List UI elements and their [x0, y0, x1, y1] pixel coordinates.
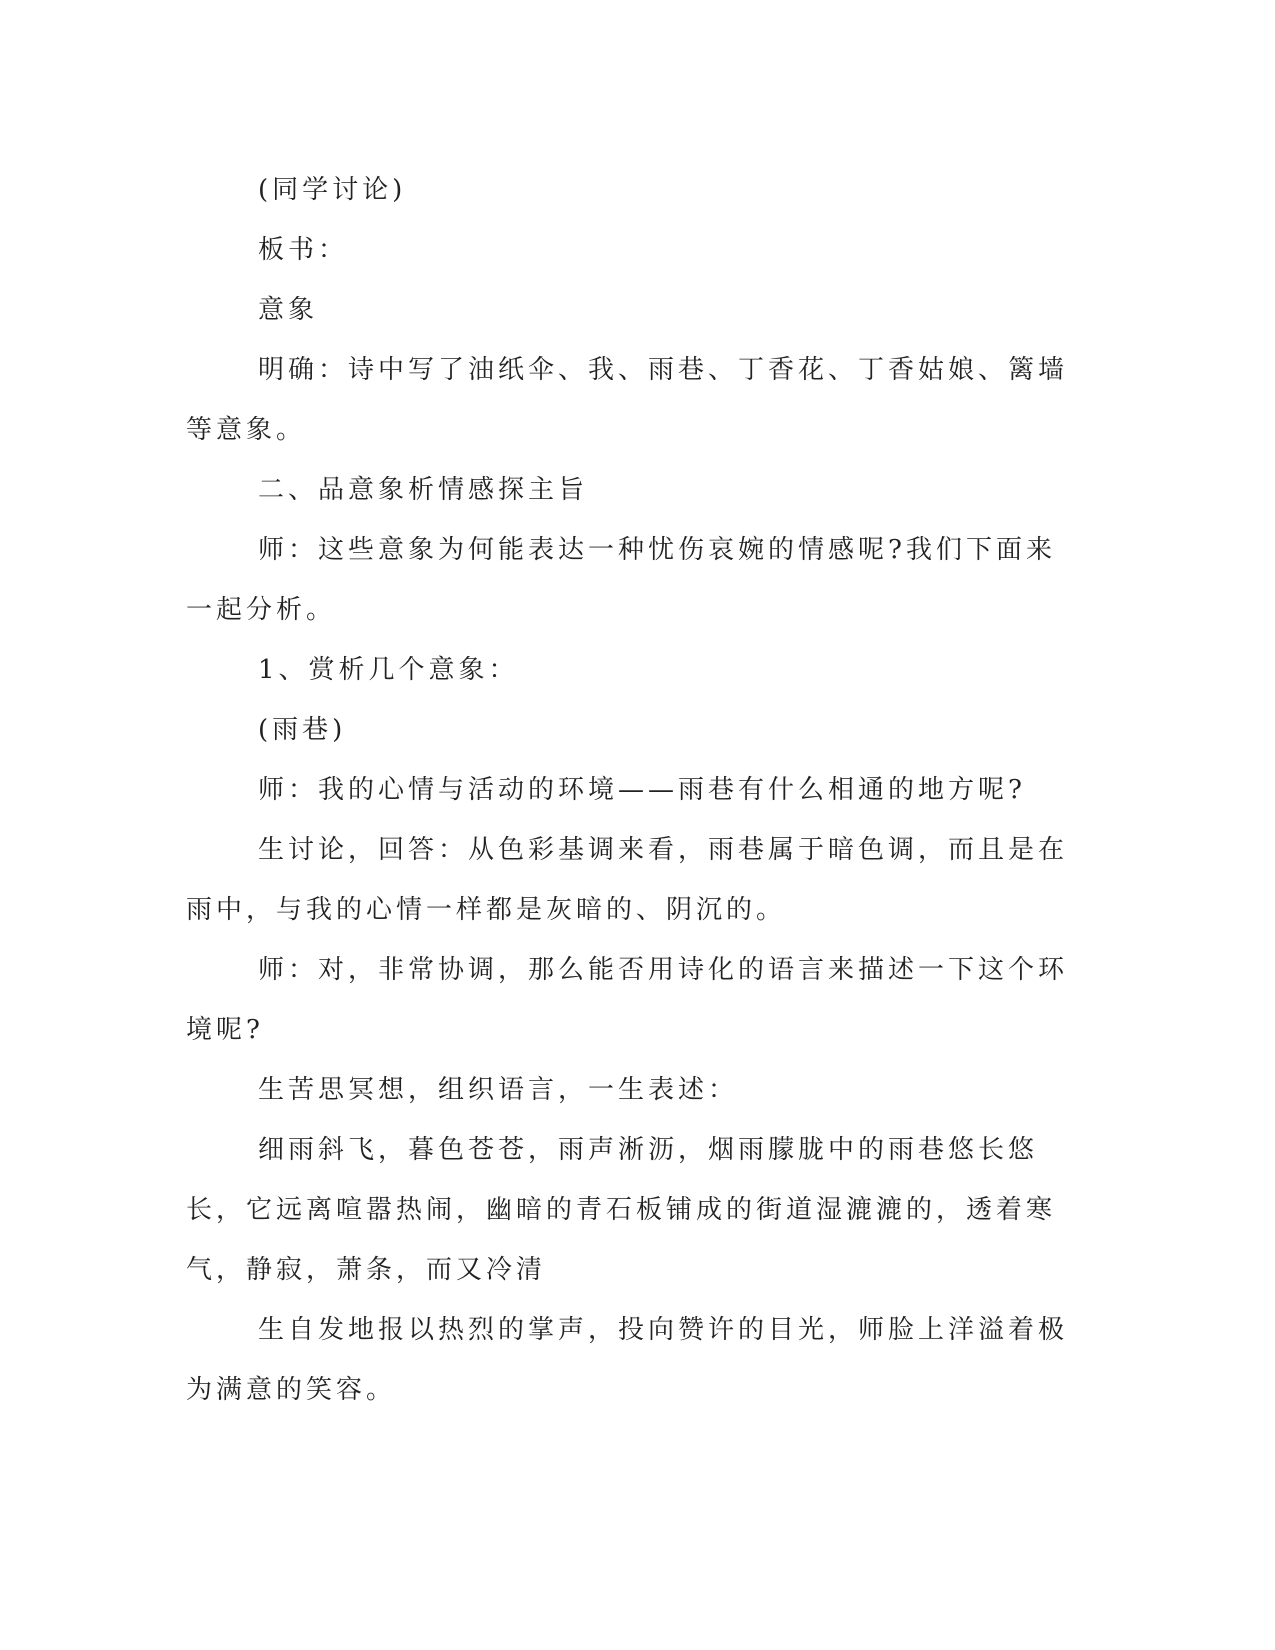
- paragraph-student-description: 细雨斜飞，暮色苍苍，雨声淅沥，烟雨朦胧中的雨巷悠长悠长，它远离喧嚣热闹，幽暗的青石板铺成的街道湿漉漉的，透着寒气，静寂，萧条，而又冷清: [186, 1135, 1057, 1285]
- paragraph-class-response: 生自发地报以热烈的掌声，投向赞许的目光，师脸上洋溢着极为满意的笑容。: [186, 1315, 1069, 1405]
- paragraph-teacher-followup: 师：对，非常协调，那么能否用诗化的语言来描述一下这个环境呢?: [186, 955, 1069, 1045]
- document-body: [186, 160, 1076, 1420]
- paragraph-student-thinking: 生苦思冥想，组织语言，一生表述：: [258, 1075, 739, 1105]
- paragraph-student-answer: 生讨论，回答：从色彩基调来看，雨巷属于暗色调，而且是在雨中，与我的心情一样都是灰暗的、阴沉的。: [186, 835, 1069, 925]
- paragraph-teacher-prompt: 师：我的心情与活动的环境——雨巷有什么相通的地方呢?: [258, 775, 1026, 805]
- paragraph-blackboard-label: 板书：: [258, 235, 349, 265]
- paragraph-discussion-note: (同学讨论): [258, 175, 407, 205]
- section-heading-two: 二、品意象析情感探主旨: [258, 475, 589, 505]
- paragraph-imagery-heading: 意象: [258, 295, 319, 325]
- subsection-heading-one: 1、赏析几个意象：: [258, 655, 519, 685]
- paragraph-teacher-question: 师：这些意象为何能表达一种忧伤哀婉的情感呢?我们下面来一起分析。: [186, 535, 1056, 625]
- paragraph-rain-alley-label: (雨巷): [258, 715, 347, 745]
- paragraph-clarification: 明确：诗中写了油纸伞、我、雨巷、丁香花、丁香姑娘、篱墙等意象。: [186, 355, 1069, 445]
